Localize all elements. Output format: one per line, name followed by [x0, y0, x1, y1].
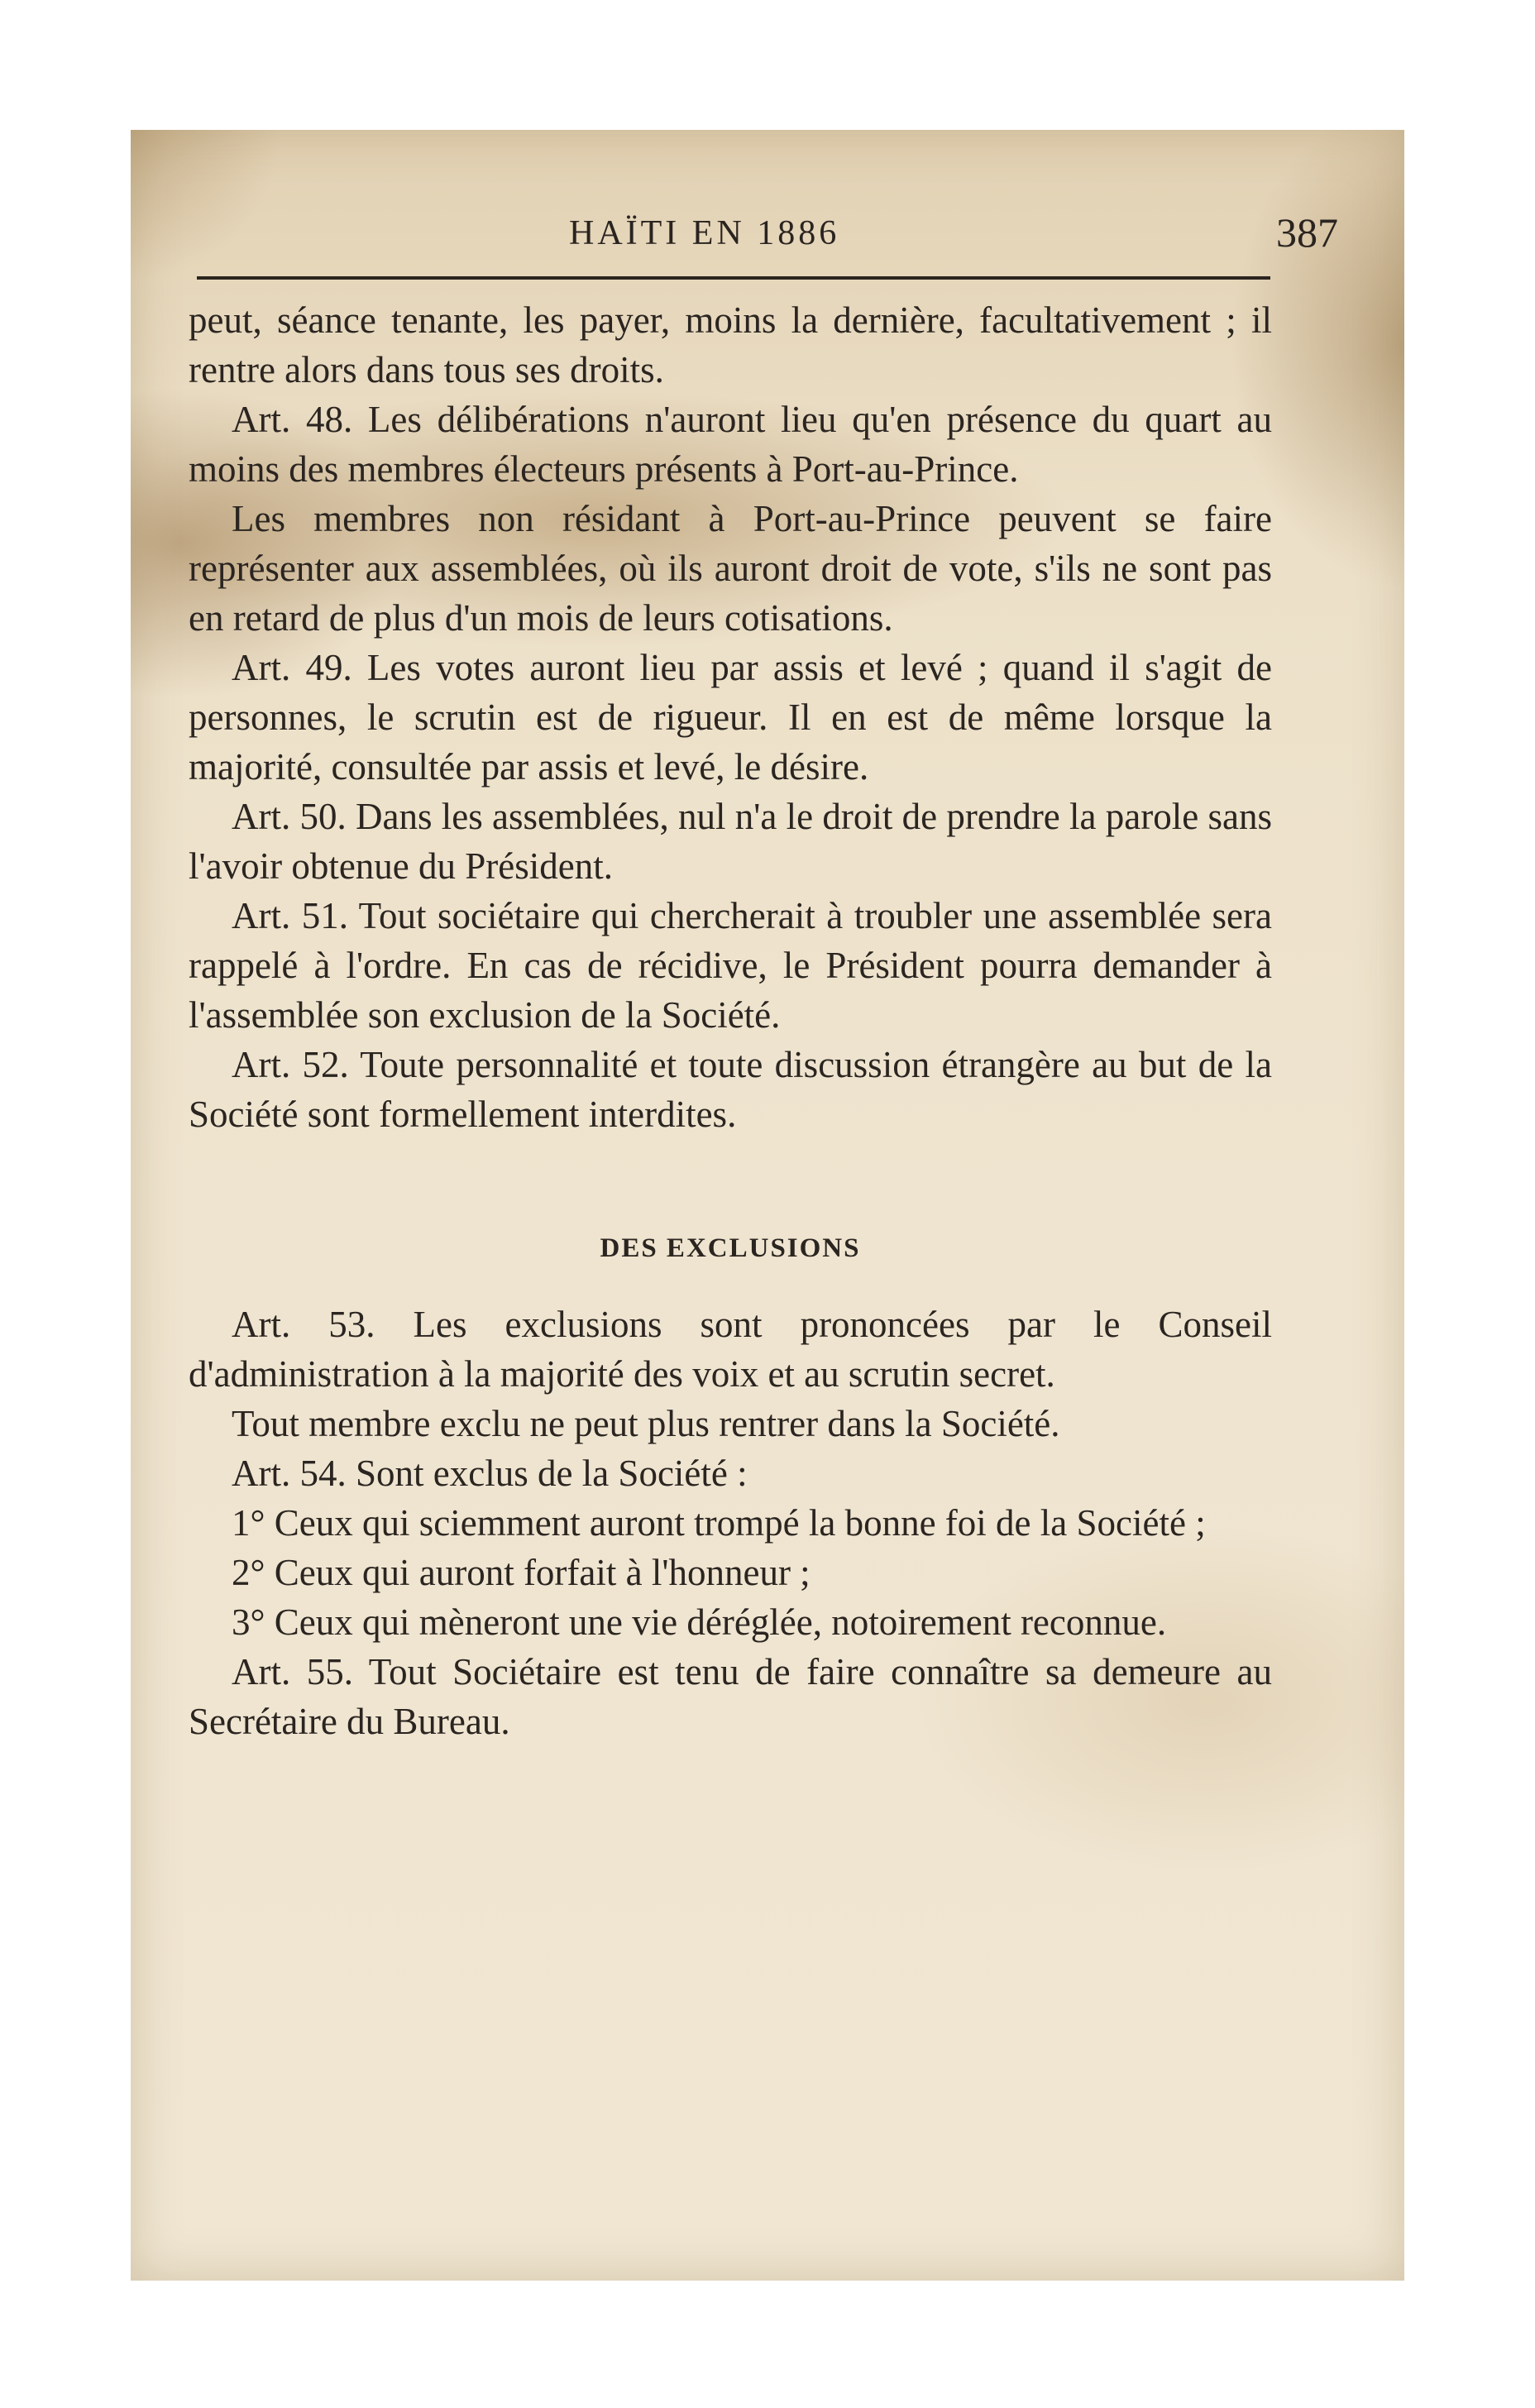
- running-title: HAÏTI EN 1886: [569, 214, 840, 252]
- list-item-3: 3° Ceux qui mèneront une vie déréglée, notoirement reconnue.: [232, 1601, 1167, 1643]
- paragraph-art-55: Art. 55. Tout Sociétaire est tenu de faire connaître sa demeure au Secrétaire du Bureau.: [189, 1651, 1272, 1742]
- page-number: 387: [1276, 209, 1338, 256]
- paragraph-continuation: peut, séance tenante, les payer, moins la dernière, facultativement ; il rentre alors dans tous ses droits.: [189, 299, 1272, 390]
- paragraph-art-53: Art. 53. Les exclusions sont prononcées par le Conseil d'administration à la majorité des voix et au scrutin secret.: [189, 1304, 1272, 1395]
- list-item-2: 2° Ceux qui auront forfait à l'honneur ;: [232, 1552, 811, 1593]
- header-rule: [197, 276, 1270, 280]
- paragraph-art-52: Art. 52. Toute personnalité et toute discussion étrangère au but de la Société sont formellement interdites.: [189, 1044, 1272, 1135]
- running-head: [131, 208, 1404, 258]
- paragraph-art-51: Art. 51. Tout sociétaire qui chercherait à troubler une assemblée sera rappelé à l'ordre. En cas de récidive, le Président pourra demander à l'assemblée son exclusion de la Société.: [189, 895, 1272, 1036]
- book-page: [131, 130, 1404, 2281]
- paragraph-non-residents: Les membres non résidant à Port-au-Prince peuvent se faire représenter aux assemblées, où ils auront droit de vote, s'ils ne sont pas en retard de plus d'un mois de leurs cotisations.: [189, 498, 1272, 639]
- list-item-1: 1° Ceux qui sciemment auront trompé la bonne foi de la Société ;: [232, 1502, 1206, 1544]
- paragraph-art-54: Art. 54. Sont exclus de la Société :: [232, 1453, 748, 1494]
- body-text: [189, 295, 1272, 1746]
- section-heading: DES EXCLUSIONS: [600, 1233, 861, 1263]
- paragraph-art-49: Art. 49. Les votes auront lieu par assis et levé ; quand il s'agit de personnes, le scrutin est de rigueur. Il en est de même lorsque la majorité, consultée par assis et levé, le désire.: [189, 647, 1272, 788]
- paragraph-art-50: Art. 50. Dans les assemblées, nul n'a le droit de prendre la parole sans l'avoir obtenue du Président.: [189, 796, 1272, 887]
- paragraph-art-48: Art. 48. Les délibérations n'auront lieu qu'en présence du quart au moins des membres électeurs présents à Port-au-Prince.: [189, 399, 1272, 490]
- paragraph-exclu: Tout membre exclu ne peut plus rentrer dans la Société.: [232, 1403, 1060, 1444]
